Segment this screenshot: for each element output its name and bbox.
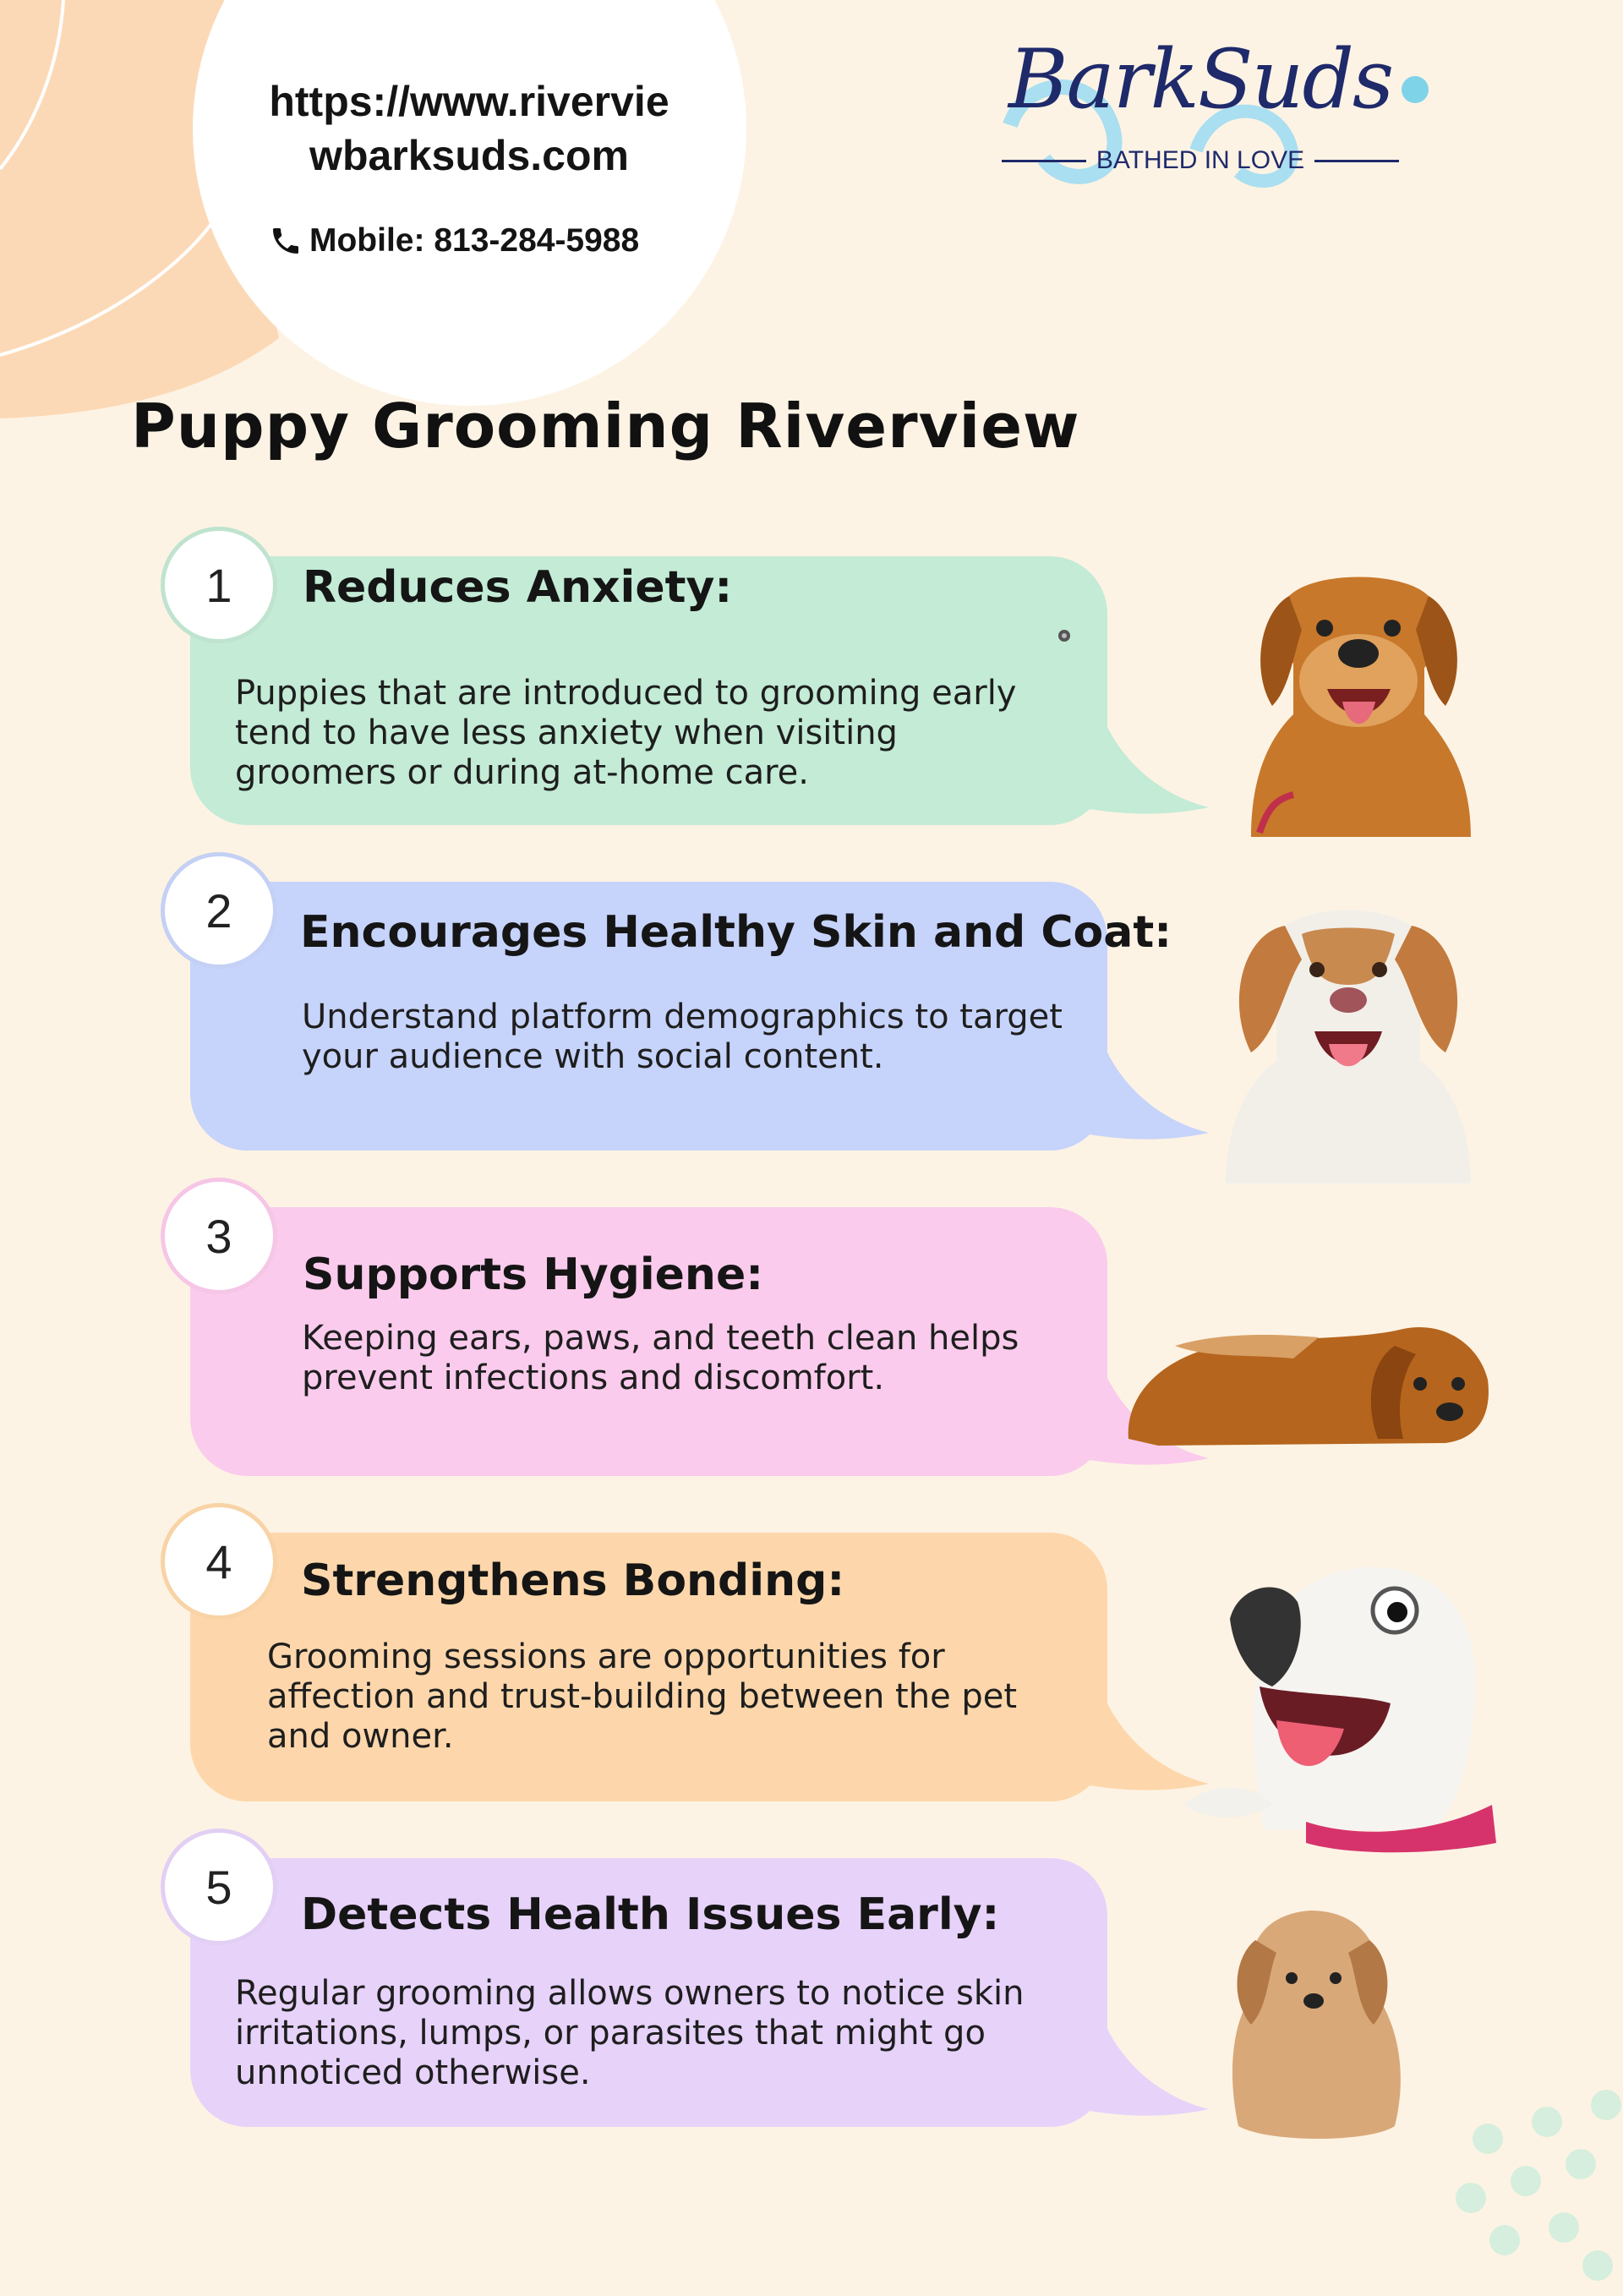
text-line: irritations, lumps, or parasites that might go [235, 2014, 986, 2053]
logo-tagline-row [1002, 146, 1399, 175]
step-number: 2 [161, 852, 277, 969]
website-url-line-2[interactable]: wbarksuds.com [309, 132, 629, 179]
step-number: 5 [161, 1829, 277, 1945]
golden-retriever-icon [1243, 562, 1475, 837]
step-number: 1 [161, 527, 277, 643]
text-line: Understand platform demographics to target [302, 998, 1063, 1036]
card-description [267, 1637, 1112, 1757]
surprised-bulldog-icon [1179, 1551, 1500, 1860]
phone-text[interactable]: Mobile: 813-284-5988 [309, 222, 640, 259]
text-line: your audience with social content. [302, 1037, 884, 1076]
card-heading: Supports Hygiene: [303, 1249, 764, 1300]
text-line: affection and trust-building between the pet [267, 1677, 1018, 1716]
text-line: Grooming sessions are opportunities for [267, 1637, 945, 1676]
camera-icon [1057, 629, 1071, 642]
logo-wordmark: BarkSuds [1008, 32, 1393, 127]
text-line: groomers or during at-home care. [235, 753, 810, 792]
text-line: Regular grooming allows owners to notice skin [235, 1974, 1025, 2013]
fluffy-puppy-icon [1217, 1898, 1412, 2143]
text-line: tend to have less anxiety when visiting [235, 713, 898, 752]
lying-retriever-puppy-icon [1124, 1312, 1492, 1447]
card-description [235, 1974, 1080, 2093]
card-description [302, 1319, 1147, 1398]
card-description [302, 998, 1147, 1077]
website-url[interactable] [220, 74, 719, 183]
decorative-dots [1454, 2088, 1623, 2296]
australian-shepherd-icon [1209, 892, 1484, 1184]
website-url-line-1[interactable]: https://www.rivervie [269, 78, 669, 125]
card-description [235, 674, 1080, 793]
logo-dot [1402, 76, 1429, 103]
card-heading: Encourages Healthy Skin and Coat: [300, 907, 1172, 958]
phone-icon [269, 224, 303, 258]
card-heading: Detects Health Issues Early: [301, 1889, 1000, 1940]
text-line: Keeping ears, paws, and teeth clean helps [302, 1319, 1019, 1358]
text-line: and owner. [267, 1717, 454, 1756]
step-number: 4 [161, 1503, 277, 1620]
text-line: prevent infections and discomfort. [302, 1358, 885, 1397]
text-line: unnoticed otherwise. [235, 2053, 591, 2092]
step-number: 3 [161, 1178, 277, 1294]
barksuds-logo [993, 24, 1433, 201]
phone-number[interactable] [269, 222, 639, 260]
card-heading: Reduces Anxiety: [303, 562, 733, 613]
divider [1314, 160, 1399, 162]
divider [1002, 160, 1086, 162]
logo-tagline: BATHED IN LOVE [1096, 146, 1305, 174]
text-line: Puppies that are introduced to grooming early [235, 674, 1017, 713]
card-heading: Strengthens Bonding: [301, 1555, 845, 1606]
page-title: Puppy Grooming Riverview [131, 391, 1080, 462]
